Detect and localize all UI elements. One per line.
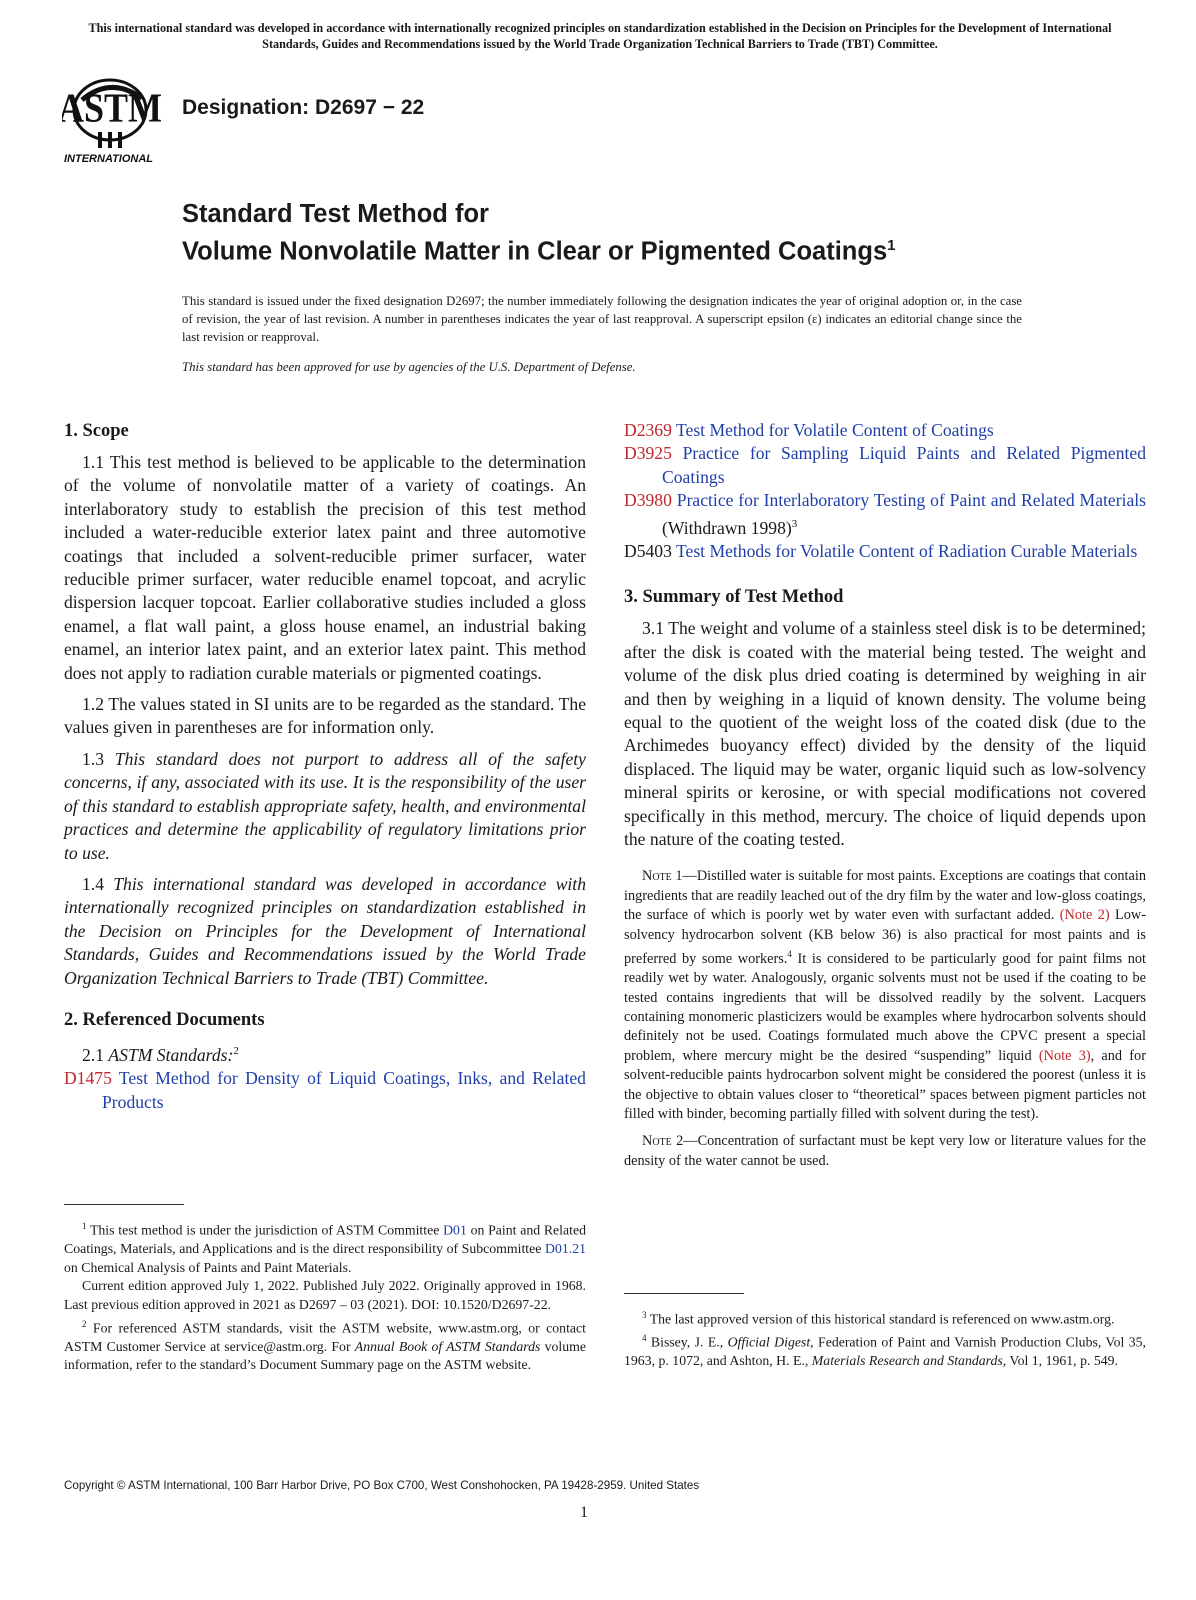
footnote-rule-right bbox=[624, 1293, 744, 1294]
left-footnotes bbox=[64, 1204, 586, 1375]
page-number: 1 bbox=[580, 1504, 588, 1521]
reference-d2369[interactable]: D2369 Test Method for Volatile Content of Coatings bbox=[624, 420, 994, 440]
title-footnote-marker: 1 bbox=[887, 237, 896, 254]
issuance-note: This standard is issued under the fixed designation D2697; the number immediately following the designation indicates the year of original adoption or, in the case of revision, the year of last revision. A number in parentheses indicates the year of last reapproval. A superscript epsilon (ε) indicates an editorial change since the last revision or reapproval. bbox=[182, 294, 1022, 344]
footnote-2: $^2$ For referenced ASTM standards, visit the ASTM website, www.astm.org, or contact ASTM Customer Service at service@astm.org. For Annual Book of ASTM Standards volume information, refer to the standard’s Document Summary page on the ASTM website. bbox=[64, 1318, 586, 1373]
scope-heading: 1. Scope bbox=[64, 421, 129, 441]
left-column bbox=[64, 419, 586, 1373]
note-2: Note 2—Concentration of surfactant must be kept very low or literature values for the density of the water cannot be used. bbox=[624, 1133, 1146, 1169]
subcommittee-d01-21-link[interactable]: D01.21 bbox=[544, 1241, 586, 1257]
note-3-link[interactable]: (Note 3) bbox=[1038, 1047, 1091, 1064]
astm-standards-subheading: 2.1 ASTM Standards:$^2$ bbox=[82, 1044, 239, 1065]
footnote-1: $^1$ This test method is under the jurisdiction of ASTM Committee D01 on Paint and Related Coatings, Materials, and Applications and is the direct responsibility of Subcommittee D01.21 on Chemical Analysis of Paints and Paint Materials. bbox=[64, 1221, 586, 1275]
reference-d1475[interactable]: D1475 Test Method for Density of Liquid Coatings, Inks, and Related Products bbox=[64, 1068, 586, 1112]
summary-heading: 3. Summary of Test Method bbox=[624, 587, 844, 608]
footnote-4: $^4$ Bissey, J. E., Official Digest, Federation of Paint and Varnish Production Clubs, Vol 35, 1963, p. 1072, and Ashton, H. E., Materials Research and Standards, Vol 1, 1961, p. 549. bbox=[624, 1333, 1146, 1369]
referenced-documents-heading: 2. Referenced Documents bbox=[64, 1009, 265, 1030]
note-1: Note 1—Distilled water is suitable for most paints. Exceptions are coatings that contain ingredients that are readily leached out of the dry film by the water and low-gloss coatings, the surface of which is poorly wet by water even with surfactant added. (Note 2) Low-solvency hydrocarbon solvent (KB below 36) is also practical for most paints and is preferred by some workers.$^4$ It is considered to be particularly good for paint films not readily wet by water. Analogously, organic solvents must not be used if the coating to be tested contains ingredients that will be dissolved readily by the solvent. Lacquers containing monomeric plasticizers would be examples where hydrocarbon solvents should definitely not be used. Coatings formulated much above the CPVC present a special problem, where mercury might be the desired “suspending” liquid (Note 3), and for solvent-reducible paints hydrocarbon solvent might be considered the poorest (unless it is the objective to obtain values closer to “theoretical” spaces between pigment particles not filled with binder, becoming partially filled with solvent during the test). bbox=[624, 868, 1147, 1122]
top-notice: This international standard was developed in accordance with internationally recognized principles on standardization established in the Decision on Principles for the Development of International Standards, Guides and Recommendations issued by the World Trade Organization Technical Barriers to Trade (TBT) Committee. bbox=[88, 21, 1112, 51]
right-column bbox=[624, 419, 1147, 1369]
designation: Designation: D2697 − 22 bbox=[182, 96, 425, 119]
committee-d01-link[interactable]: D01 bbox=[443, 1222, 467, 1238]
footnote-1-edition: Current edition approved July 1, 2022. Published July 2022. Originally approved in 1968. Last previous edition approved in 2021 as D2697 – 03 (2021). DOI: 10.1520/D2697-22. bbox=[64, 1278, 586, 1312]
scope-paragraph-1-3: 1.3 This standard does not purport to address all of the safety concerns, if any, associated with its use. It is the responsibility of the user of this standard to establish appropriate safety, health, and environmental practices and determine the applicability of regulatory limitations prior to use. bbox=[64, 748, 586, 863]
reference-d5403[interactable]: D5403 Test Methods for Volatile Content of Radiation Curable Materials bbox=[624, 540, 1138, 561]
reference-d3980[interactable]: D3980 Practice for Interlaboratory Testing of Paint and Related Materials (Withdrawn 1998)$^3$ bbox=[624, 490, 1146, 538]
copyright-line: Copyright © ASTM International, 100 Barr Harbor Drive, PO Box C700, West Conshohocken, PA 19428-2959. United States bbox=[64, 1479, 700, 1492]
scope-paragraph-1-2: 1.2 The values stated in SI units are to be regarded as the standard. The values given in parentheses are for information only. bbox=[64, 694, 586, 738]
summary-paragraph-3-1: 3.1 The weight and volume of a stainless steel disk is to be determined; after the disk is coated with the material being tested. The weight and volume of the disk plus dried coating is determined by weighing in air and then by weighing in a liquid of known density. The volume being equal to the quotient of the weight loss of the coated disk (due to the Archimedes buoyancy effect) divided by the density of the liquid displaced. The liquid may be water, organic liquid such as low-solvency mineral spirits or kerosine, or with special modifications not covered specifically in this method, mercury. The choice of liquid depends upon the nature of the coating tested. bbox=[624, 618, 1146, 849]
footnote-rule bbox=[64, 1204, 184, 1205]
footnote-3: $^3$ The last approved version of this historical standard is referenced on www.astm.org. bbox=[642, 1310, 1115, 1327]
logo-subtext: INTERNATIONAL bbox=[64, 153, 154, 165]
title-line-1: Standard Test Method for bbox=[182, 200, 489, 228]
logo-text: ASTM bbox=[62, 85, 162, 132]
dod-approval-note: This standard has been approved for use by agencies of the U.S. Department of Defense. bbox=[182, 360, 636, 374]
note-2-link[interactable]: (Note 2) bbox=[1059, 907, 1110, 924]
title-line-2: Volume Nonvolatile Matter in Clear or Pigmented Coatings bbox=[182, 237, 888, 266]
reference-d3925[interactable]: D3925 Practice for Sampling Liquid Paints and Related Pigmented Coatings bbox=[624, 443, 1146, 487]
right-footnotes bbox=[624, 1293, 1146, 1371]
scope-paragraph-1-1: 1.1 This test method is believed to be applicable to the determination of the volume of nonvolatile matter of a variety of coatings. An interlaboratory study to establish the precision of this test method included a water-reducible exterior latex paint and three automotive coatings that included a solvent-reducible primer surfacer, water reducible primer surfacer, water reducible enamel topcoat, and acrylic dispersion lacquer topcoat. Earlier collaborative studies included a gloss enamel, a flat wall paint, a gloss house enamel, an industrial baking enamel, an interior latex paint, and an exterior latex paint. This method does not apply to radiation curable materials or pigmented coatings. bbox=[64, 452, 586, 683]
astm-logo bbox=[62, 70, 172, 170]
scope-paragraph-1-4: 1.4 This international standard was developed in accordance with internationally recognized principles on standardization established in the Decision on Principles for the Development of International Standards, Guides and Recommendations issued by the World Trade Organization Technical Barriers to Trade (TBT) Committee. bbox=[64, 873, 586, 988]
page-title bbox=[182, 198, 895, 268]
